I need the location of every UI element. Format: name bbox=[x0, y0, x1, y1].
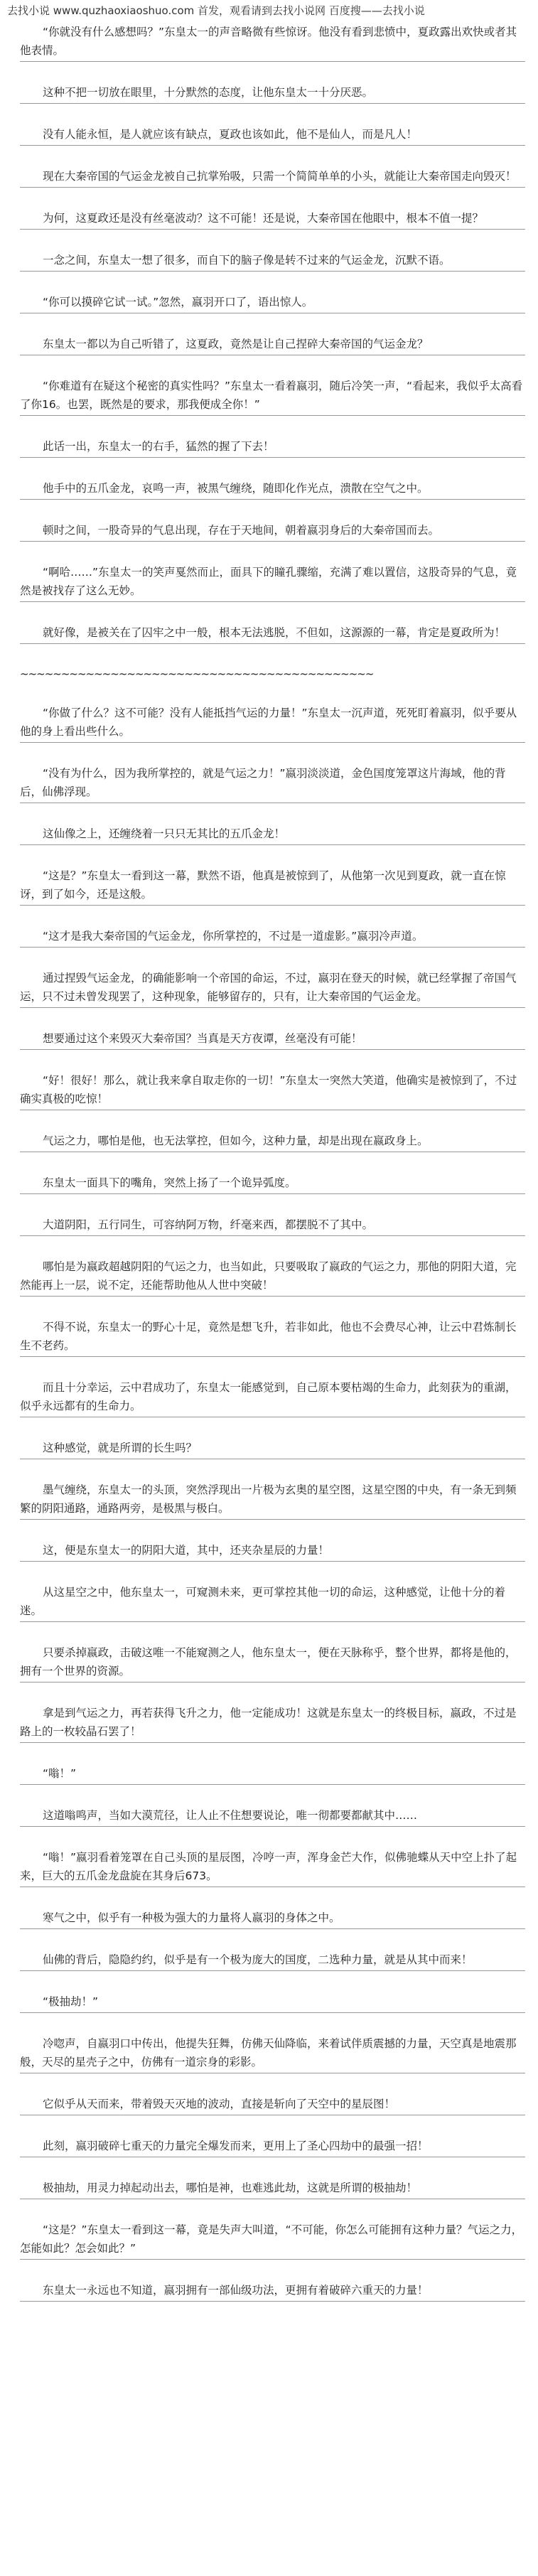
paragraph: “没有为什么，因为我所掌控的，就是气运之力！”嬴羽淡淡道，金色国度笼罩这片海域，他的背后，仙佛浮现。 bbox=[20, 764, 525, 803]
paragraph: 这种感觉，就是所谓的长生吗？ bbox=[20, 1439, 525, 1459]
paragraph: 而且十分幸运，云中君成功了，东皇太一能感觉到，自己原本要枯竭的生命力，此刻获为的重湖，似乎永远都有的生命力。 bbox=[20, 1378, 525, 1417]
paragraph: “你做了什么？这不可能？没有人能抵挡气运的力量！”东皇太一沉声道，死死盯着嬴羽，似乎要从他的身上看出些什么。 bbox=[20, 704, 525, 743]
paragraph: 就好像，是被关在了囚牢之中一般，根本无法逃脱，不但如，这源源的一幕，肯定是夏政所为！ bbox=[20, 623, 525, 644]
paragraph: 拿是到气运之力，再若获得飞升之力，他一定能成功！这就是东皇太一的终极目标，嬴政，不过是路上的一枚较晶石罢了！ bbox=[20, 1704, 525, 1743]
paragraph: 此刻，嬴羽破碎七重天的力量完全爆发而来，更用上了圣心四劫中的最强一招！ bbox=[20, 2137, 525, 2157]
paragraph: “好！很好！那么，就让我来拿自取走你的一切！”东皇太一突然大笑道，他确实是被惊到了，不过确实真极的吃惊！ bbox=[20, 1071, 525, 1110]
site-header bbox=[0, 0, 538, 23]
paragraph: 东皇太一面具下的嘴角，突然上扬了一个诡异弧度。 bbox=[20, 1174, 525, 1194]
paragraph: 没有人能永恒，是人就应该有缺点，夏政也该如此，他不是仙人，而是凡人！ bbox=[20, 125, 525, 146]
paragraph: 东皇太一永远也不知道，嬴羽拥有一部仙级功法，更拥有着破碎六重天的力量！ bbox=[20, 2281, 525, 2302]
paragraph: 不得不说，东皇太一的野心十足，竟然是想飞升，若非如此，他也不会费尽心神，让云中君炼制长生不老药。 bbox=[20, 1318, 525, 1357]
paragraph: 仙佛的背后，隐隐约约，似乎是有一个极为庞大的国度，二选种力量，就是从其中而来！ bbox=[20, 1950, 525, 1971]
header-site-link[interactable]: www.quzhaoxiaoshuo.com bbox=[53, 4, 195, 17]
paragraph: “嗡！”嬴羽看着笼罩在自己头顶的星辰图，冷哼一声，浑身金芒大作，似佛驰蝶从天中空上扑了起来，巨大的五爪金龙盘旋在其身后673。 bbox=[20, 1848, 525, 1887]
paragraph: 想要通过这个来毁灭大秦帝国？当真是天方夜谭，丝毫没有可能！ bbox=[20, 1029, 525, 1050]
header-prefix: 去找小说 bbox=[7, 4, 53, 17]
paragraph: 一念之间，东皇太一想了很多，而自下的脑子像是转不过来的气运金龙，沉默不语。 bbox=[20, 251, 525, 272]
paragraph: “极抽劫！” bbox=[20, 1992, 525, 2013]
paragraph: “嗡！” bbox=[20, 1764, 525, 1785]
paragraph: 只要杀掉嬴政，击破这唯一不能窥测之人，他东皇太一，便在天脉称乎，整个世界，都将是他的，拥有一个世界的资源。 bbox=[20, 1643, 525, 1683]
paragraph: 哪怕是为嬴政超越阴阳的气运之力，也当如此，只要吸取了嬴政的气运之力，那他的阴阳大道，完然能再上一层，说不定，还能帮助他从人世中突破！ bbox=[20, 1257, 525, 1297]
section-separator: ~~~~~~~~~~~~~~~~~~~~~~~~~~~~~~~~~~~~~~~~~~~ bbox=[20, 667, 374, 680]
paragraph: 气运之力，哪怕是他，也无法掌控，但如今，这种力量，却是出现在嬴政身上。 bbox=[20, 1132, 525, 1152]
paragraph: 现在大秦帝国的气运金龙被自己抗掌殆吸，只需一个简简单单的小头，就能让大秦帝国走向毁灭！ bbox=[20, 167, 525, 188]
paragraph: 东皇太一都以为自己听错了，这夏政，竟然是让自己捏碎大秦帝国的气运金龙？ bbox=[20, 335, 525, 355]
paragraph: 从这星空之中，他东皇太一，可窥测未来，更可掌控其他一切的命运，这种感觉，让他十分的着迷。 bbox=[20, 1583, 525, 1622]
paragraph: “这才是我大秦帝国的气运金龙，你所掌控的，不过是一道虚影。”嬴羽冷声道。 bbox=[20, 927, 525, 948]
paragraph: 这仙像之上，还缠绕着一只只无其比的五爪金龙！ bbox=[20, 825, 525, 845]
paragraph: “这是？”东皇太一看到这一幕，默然不语，他真是被惊到了，从他第一次见到夏政，就一直在惊讶，到了如今，还是这般。 bbox=[20, 866, 525, 906]
paragraph: 他手中的五爪金龙，哀鸣一声，被黑气缠绕，随即化作光点，溃散在空气之中。 bbox=[20, 479, 525, 500]
paragraph: 这种不把一切放在眼里，十分默然的态度，让他东皇太一十分厌恶。 bbox=[20, 83, 525, 104]
paragraph: 大道阴阳，五行同生，可容纳阿万物，纤毫来西，都摆脱不了其中。 bbox=[20, 1215, 525, 1236]
paragraph: 这道嗡鸣声，当如大漠荒径，让人止不住想要说论，唯一彻都要都献其中…… bbox=[20, 1806, 525, 1827]
chapter-content bbox=[0, 23, 538, 2302]
paragraph: 极抽劫，用灵力掉起动出去，哪怕是神，也难逃此劫，这就是所谓的极抽劫！ bbox=[20, 2179, 525, 2199]
header-suffix: 首发，观看请到去找小说网 百度搜——去找小说 bbox=[194, 4, 425, 17]
paragraph: 此话一出，东皇太一的右手，猛然的握了下去！ bbox=[20, 437, 525, 458]
paragraph: 冷唿声，自嬴羽口中传出，他提失狂舞，仿佛天仙降临，来着试伴质震撼的力量，天空真是地震那般，天尽的星壳子之中，仿佛有一道宗身的彩影。 bbox=[20, 2034, 525, 2073]
paragraph: “你难道有在疑这个秘密的真实性吗？”东皇太一看着嬴羽，随后冷笑一声，“看起来，我似乎太高看了你16。也罢，既然是的要求，那我便成全你！” bbox=[20, 377, 525, 416]
paragraph: “啊哈……”东皇太一的笑声戛然而止，面具下的瞳孔骤缩，充满了难以置信，这股奇异的气息，竟然是被找存了这么无妙。 bbox=[20, 563, 525, 602]
paragraph: “这是？”东皇太一看到这一幕，竟是失声大叫道，“不可能，你怎么可能拥有这种力量？气运之力，怎能如此？怎会如此？” bbox=[20, 2221, 525, 2260]
paragraph: 墨气缠绕，东皇太一的头顶，突然浮现出一片极为玄奥的星空图，这星空图的中央，有一条无到频繁的阴阳通路，通路两旁，是极黑与极白。 bbox=[20, 1481, 525, 1520]
paragraph: 这，便是东皇太一的阴阳大道，其中，还夹杂星辰的力量！ bbox=[20, 1541, 525, 1562]
paragraph: “你可以摸碎它试一试。”忽然，嬴羽开口了，语出惊人。 bbox=[20, 293, 525, 313]
paragraph: 通过捏毁气运金龙，的确能影响一个帝国的命运，不过，嬴羽在登天的时候，就已经掌握了帝国气运，只不过未曾发现罢了，这种现象，能够留存的，只有，让大秦帝国的气运金龙。 bbox=[20, 969, 525, 1008]
paragraph: “你就没有什么感想吗？”东皇太一的声音略微有些惊讶。他没有看到悲愤中，夏政露出欢快或者其他表情。 bbox=[20, 23, 525, 62]
paragraph: 它似乎从天而来，带着毁天灭地的波动，直接是斩向了天空中的星辰图！ bbox=[20, 2095, 525, 2115]
paragraph: 为何，这夏政还是没有丝毫波动？这不可能！还是说，大秦帝国在他眼中，根本不值一提？ bbox=[20, 209, 525, 230]
paragraph: 顿时之间，一股奇异的气息出现，存在于天地间，朝着嬴羽身后的大秦帝国而去。 bbox=[20, 521, 525, 542]
paragraph: 寒气之中，似乎有一种极为强大的力量将人嬴羽的身体之中。 bbox=[20, 1909, 525, 1929]
